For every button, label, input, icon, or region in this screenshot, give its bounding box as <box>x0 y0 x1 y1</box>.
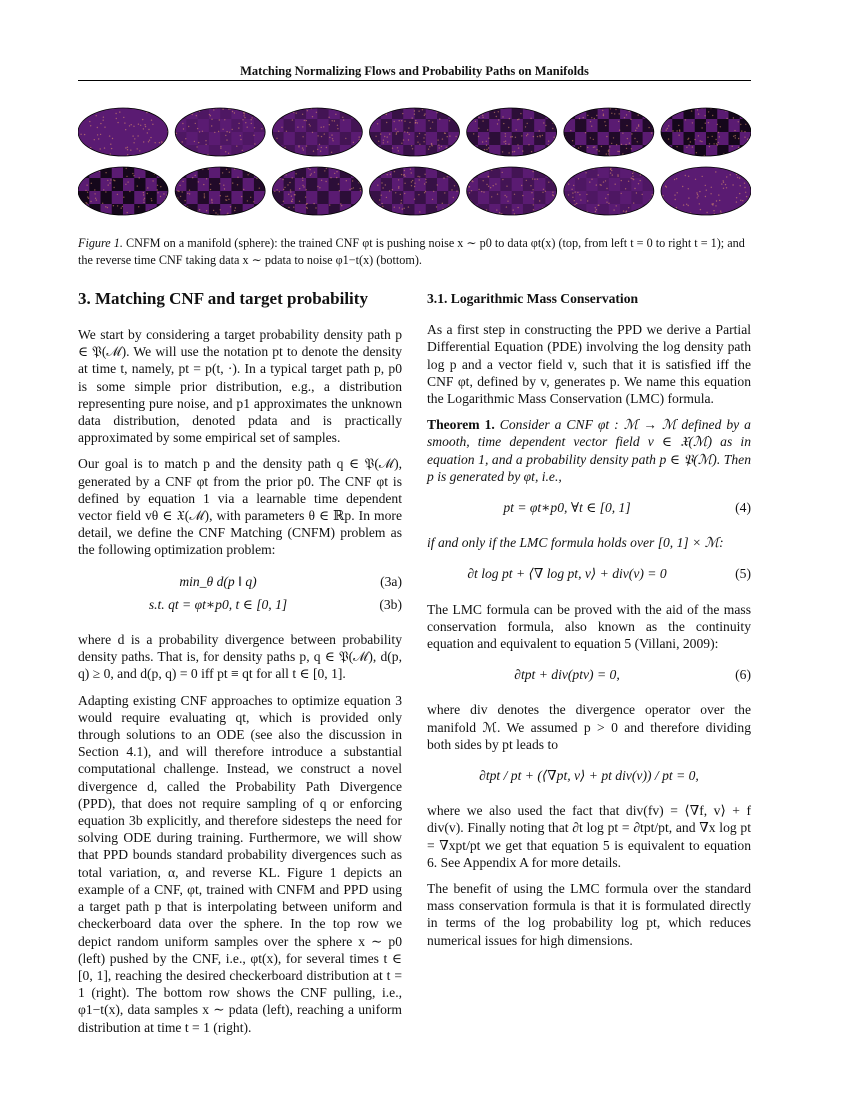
equation-7 <box>427 767 751 784</box>
equation-3b-number: (3b) <box>379 596 402 612</box>
equation-6-body: ∂tpt + div(ptv) = 0, <box>514 667 620 683</box>
theorem-condition: if and only if the LMC formula holds over [0, 1] × ℳ: <box>427 535 724 551</box>
figure-caption <box>78 235 751 269</box>
sphere-panel <box>78 165 168 217</box>
paragraph: We start by considering a target probability density path p ∈ 𝔓(ℳ). We will use the notation pt to denote the density at time t, namely, pt = p(t, ·). In a typical target path p, p0 is some simple prior distribution, e.g., a distribution representing pure noise, and p1 approximates the unknown data distribution, denoted pdata and is practically approximated by some empirical set of samples. <box>78 327 402 446</box>
running-title: Matching Normalizing Flows and Probability Paths on Manifolds <box>240 64 589 78</box>
right-column <box>427 288 751 958</box>
sphere-panel <box>272 106 363 158</box>
sphere-panel <box>466 165 557 217</box>
equation-4-number: (4) <box>735 500 751 516</box>
paragraph: The benefit of using the LMC formula over the standard mass conservation formula is that it is formulated directly in terms of the log probability log pt, which reduces numerical issues for high dimensions. <box>427 881 751 948</box>
equation-5-body: ∂t log pt + ⟨∇ log pt, v⟩ + div(v) = 0 <box>467 566 667 582</box>
figure-caption-text: CNFM on a manifold (sphere): the trained CNF φt is pushing noise x ∼ p0 to data φt(x) (top, from left t = 0 to right t = 1); and the reverse time CNF taking data x ∼ pdata to noise φ1−t(x) (bottom). <box>78 236 745 267</box>
section-title: 3. Matching CNF and target probability <box>78 289 368 308</box>
equation-3b-body: s.t. qt = φt∗p0, t ∈ [0, 1] <box>148 596 288 612</box>
sphere-panel <box>370 106 460 158</box>
paragraph: where we also used the fact that div(fv) = ⟨∇f, v⟩ + f div(v). Finally noting that ∂t log pt = ∂tpt/pt, and ∇x log pt = ∇xpt/pt we get that equation 5 is equivalent to equation 6. See Appendix A for more details. <box>427 803 751 870</box>
paragraph: where div denotes the divergence operator over the manifold ℳ. We assumed p > 0 and therefore dividing both sides by pt leads to <box>427 702 751 752</box>
sphere-panel <box>466 106 557 158</box>
paragraph: Adapting existing CNF approaches to optimize equation 3 would require evaluating qt, which is provided only through solutions to an ODE (see also the discussion in Section 4.1), and will therefore introduce a substantial computational challenge. Instead, we construct a novel divergence d, called the Probability Path Divergence (PPD), that does not require sampling of q or enforcing equation 3b explicitly, and therefore sidesteps the need for solving ODE during training. Furthermore, we will show that PPD bounds standard probability divergences such as total variation, α, and reverse KL. Figure 1 depicts an example of a CNF, φt, trained with CNFM and PPD using a target path p that is interpolating between uniform and checkerboard data over the sphere. In the top row we depict random uniform samples over the sphere x ∼ p0 (left) pushed by the CNF, i.e., φt(x), for several times t ∈ [0, 1], reaching the desired checkerboard distribution at t = 1 (right). The bottom row shows the CNF pulling, i.e., φ1−t(x), data samples x ∼ pdata (left), reaching a uniform distribution at time t = 1 (right). <box>78 692 402 1035</box>
equation-6-number: (6) <box>735 667 751 683</box>
equation-4 <box>427 499 751 516</box>
theorem-label: Theorem 1. <box>427 417 495 433</box>
figure-bottom-row-canvas <box>78 165 751 217</box>
paragraph: The LMC formula can be proved with the aid of the mass conservation formula, also known as the continuity equation and equivalent to equation 5 (Villani, 2009): <box>427 601 751 652</box>
paragraph: where d is a probability divergence between probability density paths. That is, for density paths p, q ∈ 𝔓(ℳ), d(p, q) ≥ 0, and d(p, q) = 0 iff pt ≡ qt for all t ∈ [0, 1]. <box>78 632 402 682</box>
theorem-text: Consider a CNF φt : ℳ → ℳ defined by a smooth, time dependent vector field v ∈ 𝔛(ℳ) as in equation 1, and a probability density path p ∈ 𝔓(ℳ). Then p is generated by φt, i.e., <box>427 417 751 484</box>
paragraph: Our goal is to match p and the density path q ∈ 𝔓(ℳ), generated by a CNF φt from the prior p0. The CNF φt is defined by equation 1 via a learnable time dependent vector field vθ ∈ 𝔛(ℳ), with parameters θ ∈ ℝp. In more detail, we define the CNF Matching (CNFM) problem as the following optimization problem: <box>78 456 402 558</box>
sphere-panel <box>175 106 266 158</box>
equation-7-body: ∂tpt / pt + (⟨∇pt, v⟩ + pt div(v)) / pt = 0, <box>479 768 699 784</box>
sphere-panel <box>78 106 169 158</box>
figure-top-row <box>78 106 751 158</box>
header-rule <box>78 80 751 81</box>
sphere-panel <box>175 165 266 217</box>
figure-caption-label: Figure 1. <box>78 236 123 250</box>
sphere-panel <box>272 165 362 217</box>
equation-3a-body: min_θ d(p ‖ q) <box>179 573 257 589</box>
equation-3 <box>78 573 402 613</box>
figure-top-row-canvas <box>78 106 751 158</box>
equation-6 <box>427 666 751 683</box>
sphere-panel <box>564 165 654 217</box>
equation-4-body: pt = φt∗p0, ∀t ∈ [0, 1] <box>503 500 631 516</box>
paragraph: As a first step in constructing the PPD we derive a Partial Differential Equation (PDE) involving the log density path log p and a vector field v, such that it is satisfied iff the CNF φt, defined by v, generates p. We name this equation the Logarithmic Mass Conservation (LMC) formula. <box>427 322 751 407</box>
subsection-title: 3.1. Logarithmic Mass Conservation <box>427 291 639 306</box>
sphere-panel <box>661 106 751 158</box>
theorem-1 <box>427 416 751 485</box>
sphere-panel <box>661 165 751 217</box>
sphere-panel <box>370 165 460 217</box>
equation-5-number: (5) <box>735 566 751 582</box>
equation-5 <box>427 565 751 582</box>
equation-3a <box>78 573 402 590</box>
figure-bottom-row <box>78 165 751 217</box>
left-column <box>78 288 402 1045</box>
sphere-panel <box>563 106 654 158</box>
equation-3b <box>78 596 402 613</box>
equation-3a-number: (3a) <box>380 573 402 589</box>
